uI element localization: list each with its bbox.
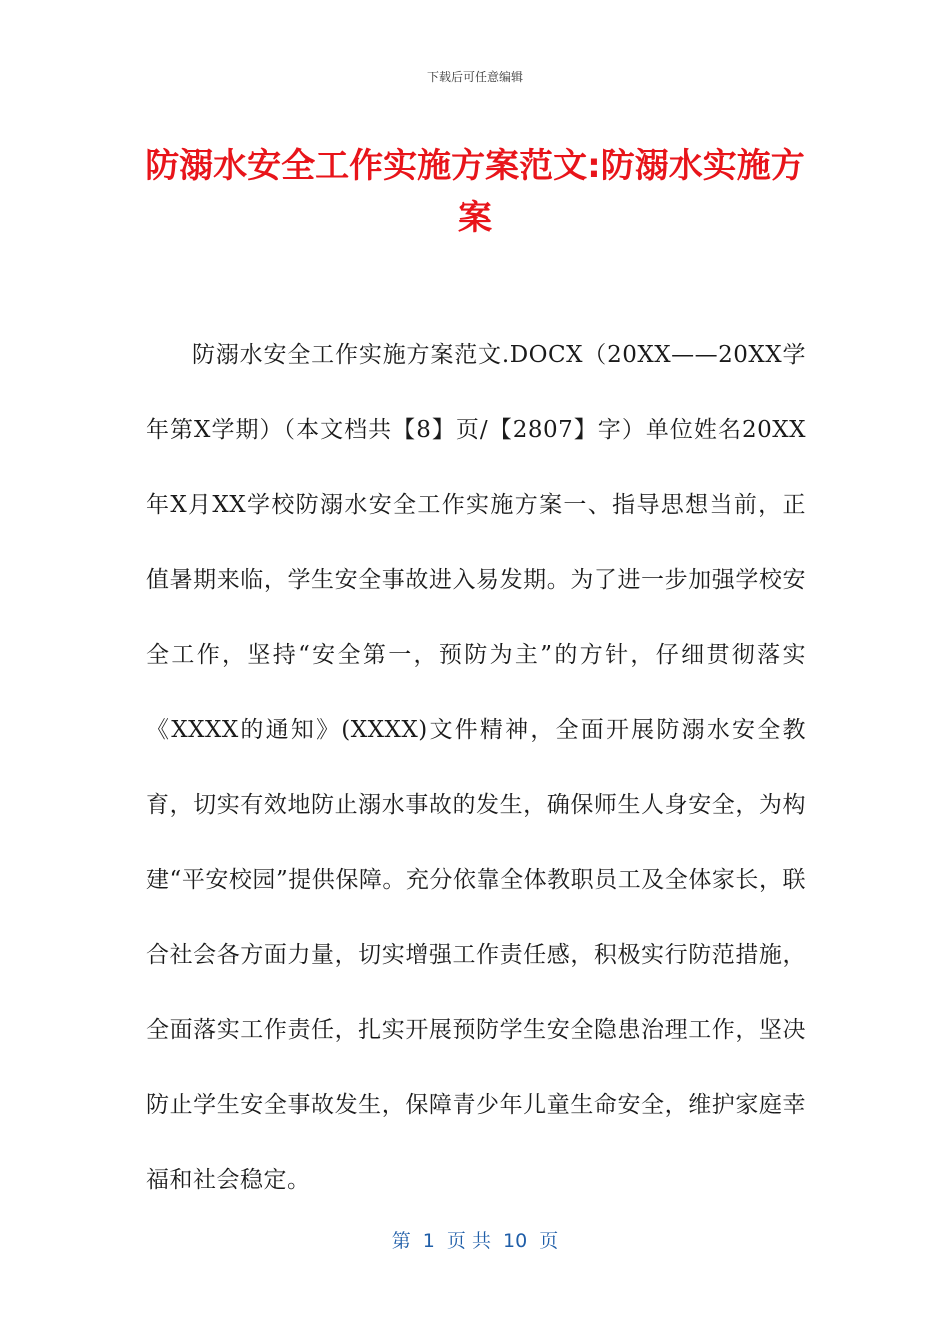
- page-number-footer: 第 1 页 共 10 页: [391, 1230, 559, 1252]
- header-note: 下载后可任意编辑: [426, 70, 523, 84]
- body-paragraph: 防溺水安全工作实施方案范文.DOCX（20XX——20XX学年第X学期）（本文档共【8】页/【2807】字）单位姓名20XX年X月XX学校防溺水安全工作实施方案一、指导思想当前，正值暑期来临，学生安全事故进入易发期。为了进一步加强学校安全工作，坚持“安全第一，预防为主”的方针，仔细贯彻落实《XXXX的通知》(XXXX)文件精神，全面开展防溺水安全教育，切实有效地防止溺水事故的发生，确保师生人身安全，为构建“平安校园”提供保障。充分依靠全体教职员工及全体家长，联合社会各方面力量，切实增强工作责任感，积极实行防范措施，全面落实工作责任，扎实开展预防学生安全隐患治理工作，坚决防止学生安全事故发生，保障青少年儿童生命安全，维护家庭幸福和社会稳定。: [146, 342, 806, 1193]
- document-title: 防溺水安全工作实施方案范文:防溺水实施方案: [145, 146, 805, 238]
